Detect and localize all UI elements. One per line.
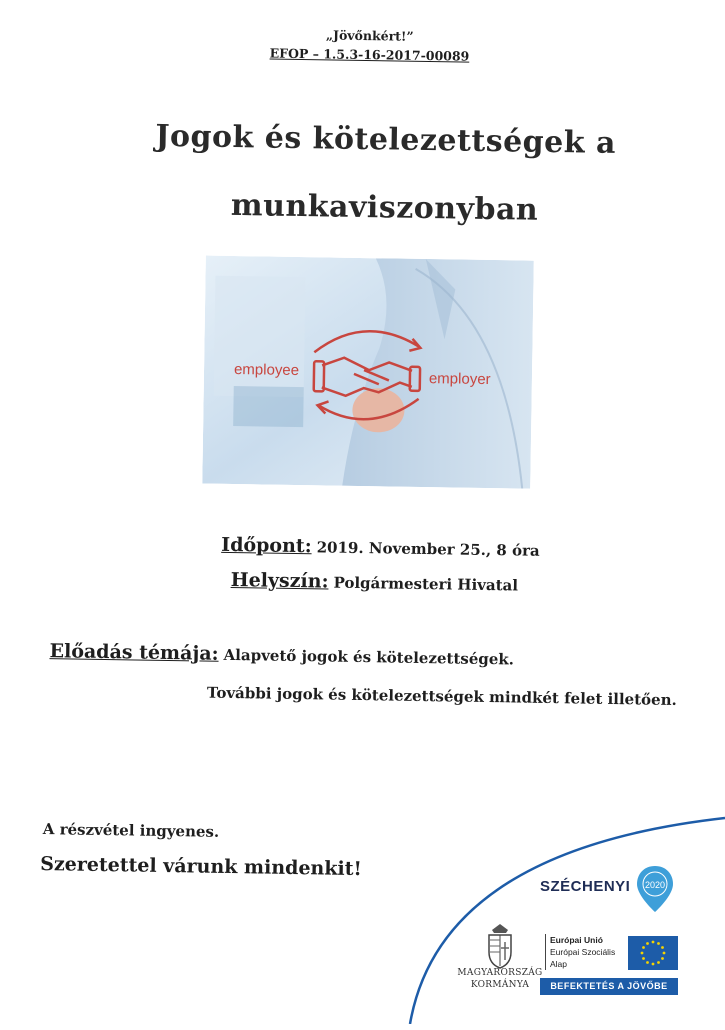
date-label: Időpont:	[221, 533, 312, 558]
szechenyi-year: 2020	[644, 880, 666, 890]
project-code: EFOP – 1.5.3-16-2017-00089	[269, 45, 470, 64]
topic-line-1: Alapvető jogok és kötelezettségek.	[223, 645, 515, 669]
title-line-1: Jogok és kötelezettségek a	[155, 118, 617, 161]
topic-label: Előadás témája:	[49, 640, 219, 665]
government-line-1: MAGYARORSZÁG	[457, 968, 543, 978]
topic-line-2: További jogok és kötelezettségek mindkét felet illetően.	[206, 683, 677, 709]
eu-line-3: Alap	[550, 959, 568, 969]
venue-row	[231, 569, 519, 596]
handshake-photo	[202, 256, 534, 489]
welcome-text: Szeretettel várunk mindenkit!	[40, 853, 363, 881]
handshake-illustration	[202, 256, 534, 489]
employer-label: employer	[428, 370, 491, 389]
venue-value: Polgármesteri Hivatal	[333, 573, 519, 595]
free-participation-text: A részvétel ingyenes.	[42, 820, 220, 841]
venue-label: Helyszín:	[230, 568, 329, 593]
government-line-2: KORMÁNYA	[470, 980, 530, 990]
eu-flag-icon	[628, 936, 678, 970]
project-name: „Jövőnkért!”	[325, 27, 414, 44]
eu-line-1: Európai Unió	[550, 935, 603, 945]
invest-in-future-banner: BEFEKTETÉS A JÖVŐBE	[540, 978, 678, 995]
eu-line-2: Európai Szociális	[550, 947, 616, 957]
title-line-2: munkaviszonyban	[230, 187, 539, 228]
szechenyi-pin-icon	[634, 864, 676, 914]
eu-fund-text	[545, 934, 615, 970]
date-row	[221, 534, 540, 561]
szechenyi-wordmark: SZÉCHENYI	[540, 878, 631, 895]
hungarian-coat-of-arms-icon	[480, 920, 520, 970]
date-value: 2019. November 25., 8 óra	[316, 538, 540, 560]
employee-label: employee	[233, 361, 300, 380]
topic-row	[49, 640, 514, 669]
